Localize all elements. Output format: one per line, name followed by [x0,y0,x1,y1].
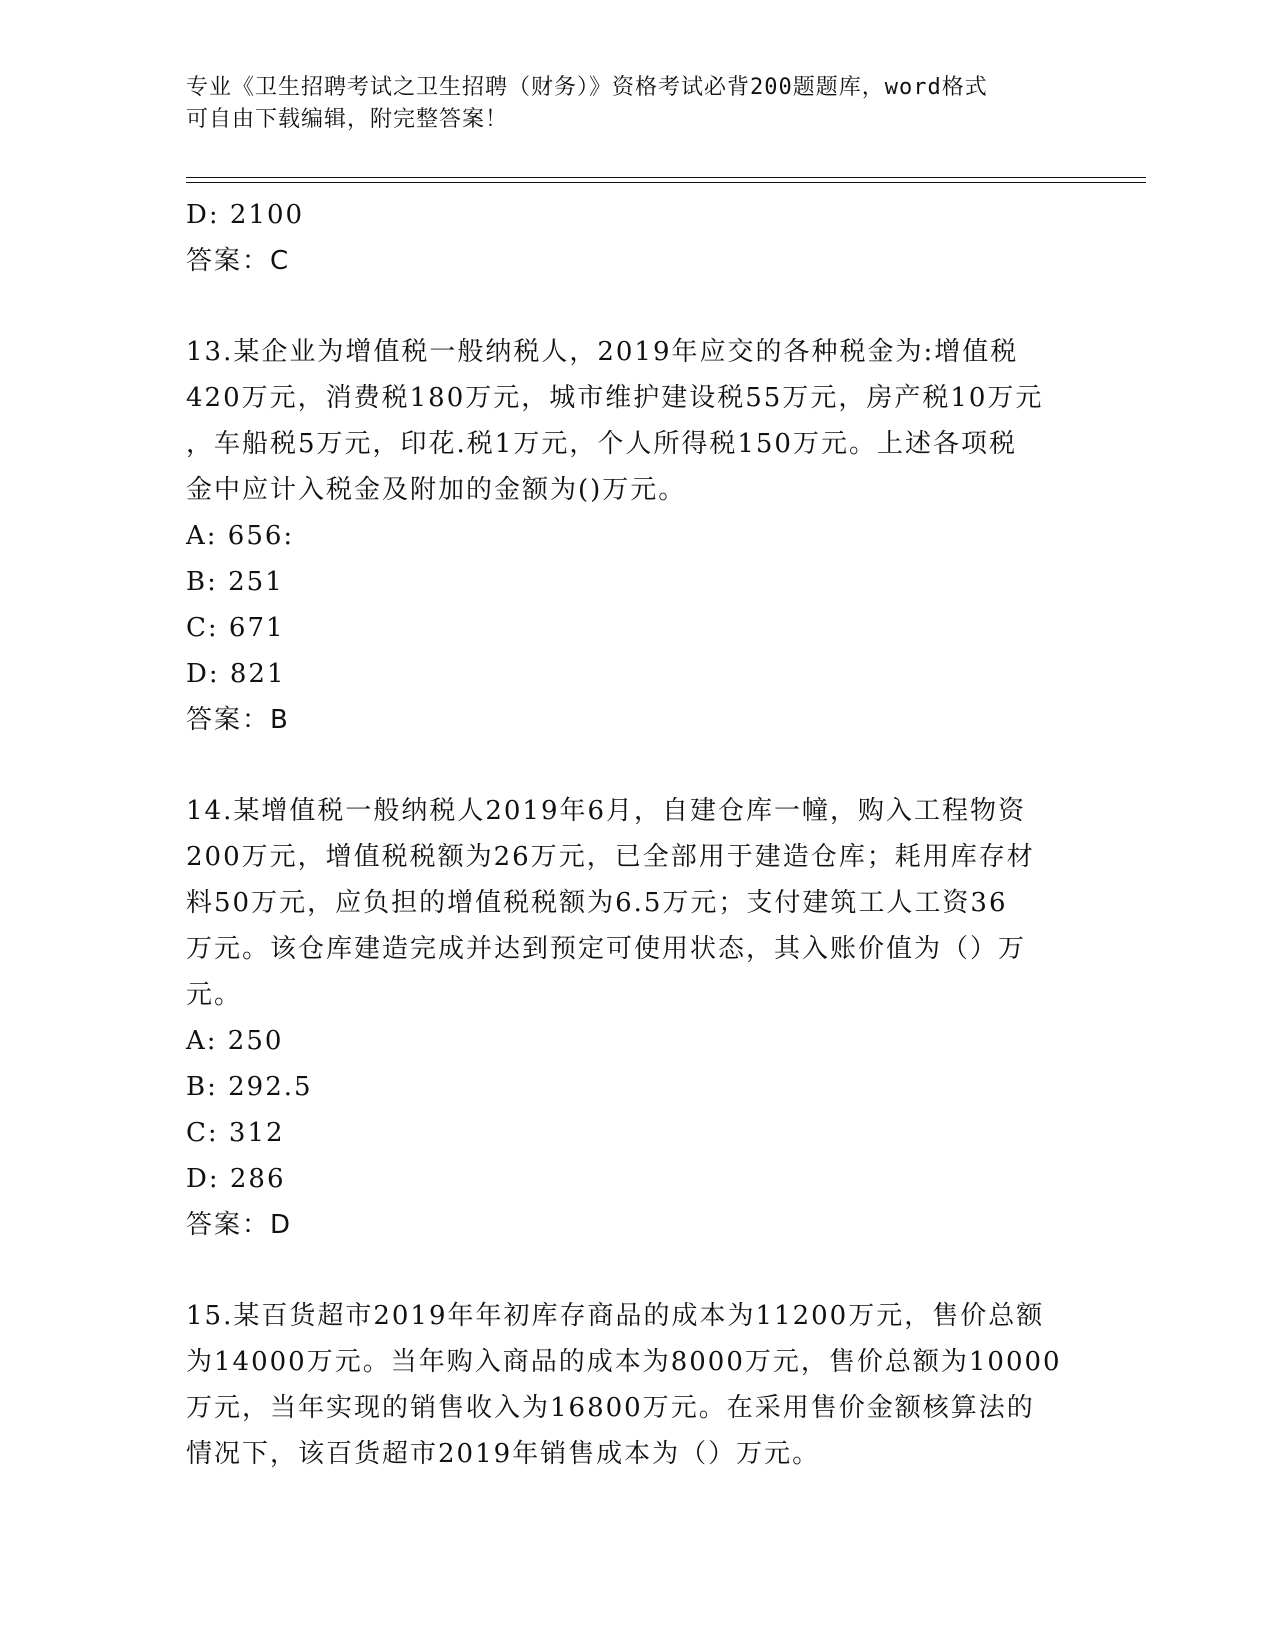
question-14-text-line: 万元。该仓库建造完成并达到预定可使用状态，其入账价值为（）万 [186,934,1027,964]
question-14-text-line: 元。 [186,980,243,1010]
question-13-option-d: D: 821 [186,659,286,689]
question-14-answer: 答案：D [186,1210,293,1240]
header-divider-top [186,177,1146,178]
header-title-line-2: 可自由下载编辑，附完整答案！ [186,107,509,132]
question-14-option-d: D: 286 [186,1164,286,1194]
question-15-text-line: 万元，当年实现的销售收入为16800万元。在采用售价金额核算法的 [186,1393,1035,1423]
question-13 [186,329,1106,743]
prev-answer: 答案：C [186,246,291,276]
question-14-text-line: 14.某增值税一般纳税人2019年6月，自建仓库一幢，购入工程物资 [186,796,1027,826]
question-13-text-line: 13.某企业为增值税一般纳税人，2019年应交的各种税金为:增值税 [186,337,1019,367]
question-15-text-line: 情况下，该百货超市2019年销售成本为（）万元。 [186,1439,821,1469]
question-15-text-line: 15.某百货超市2019年年初库存商品的成本为11200万元，售价总额 [186,1301,1045,1331]
question-14-text-line: 200万元，增值税税额为26万元，已全部用于建造仓库；耗用库存材 [186,842,1035,872]
question-13-option-a: A: 656: [186,521,295,551]
question-13-text-line: 金中应计入税金及附加的金额为()万元。 [186,475,687,505]
prev-option-d: D: 2100 [186,200,305,230]
question-14-option-c: C: 312 [186,1118,285,1148]
question-14-option-b: B: 292.5 [186,1072,313,1102]
question-14-text-line: 料50万元，应负担的增值税税额为6.5万元；支付建筑工人工资36 [186,888,1008,918]
header-title-line-1: 专业《卫生招聘考试之卫生招聘（财务）》资格考试必背200题题库，word格式 [186,75,988,100]
question-14-option-a: A: 250 [186,1026,284,1056]
spacer [186,284,1106,329]
document-header [186,72,1086,136]
question-13-text-line: 420万元，消费税180万元，城市维护建设税55万元，房产税10万元 [186,383,1044,413]
spacer [186,743,1106,788]
question-content [186,192,1106,1477]
question-14 [186,788,1106,1248]
question-13-option-b: B: 251 [186,567,284,597]
question-15-text-line: 为14000万元。当年购入商品的成本为8000万元，售价总额为10000 [186,1347,1062,1377]
question-13-option-c: C: 671 [186,613,285,643]
header-divider-bottom [186,182,1146,183]
question-13-answer: 答案：B [186,705,290,735]
question-13-text-line: ，车船税5万元，印花.税1万元，个人所得税150万元。上述各项税 [186,429,1017,459]
spacer [186,1248,1106,1293]
question-15 [186,1293,1106,1477]
